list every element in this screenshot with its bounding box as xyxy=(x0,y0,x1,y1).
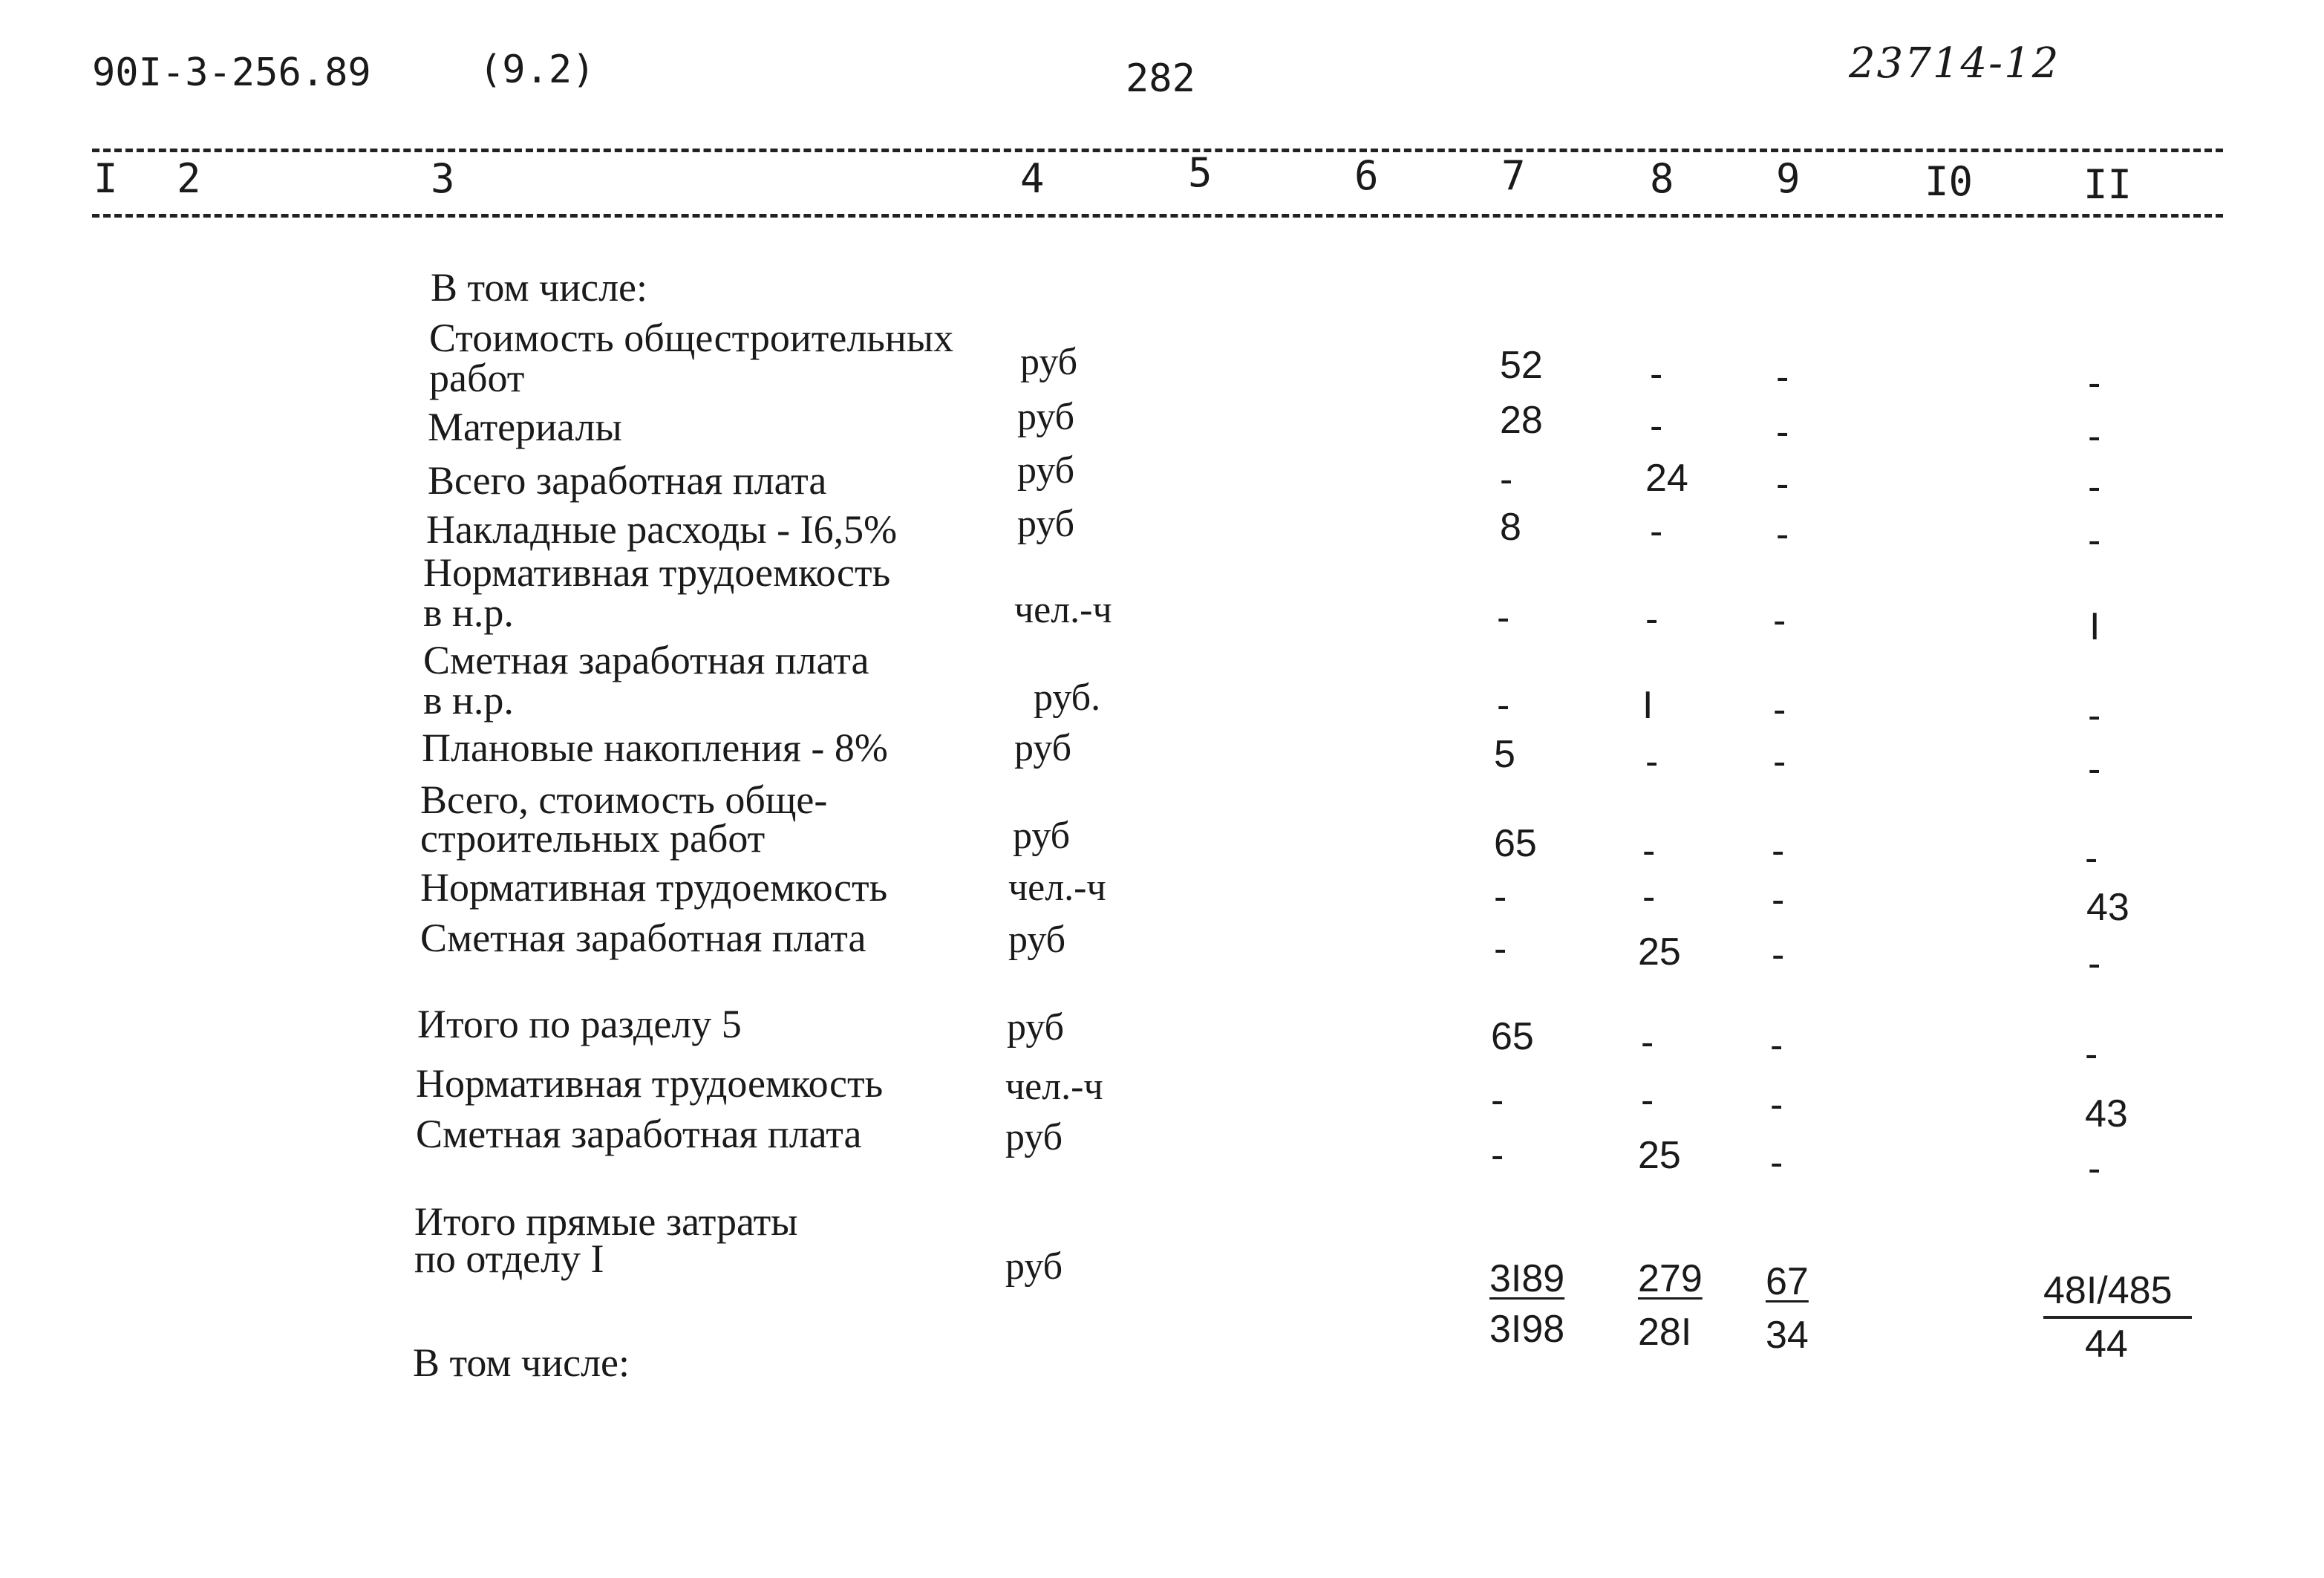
cell-col7: - xyxy=(1500,458,1513,501)
cell-col11: - xyxy=(2088,466,2101,509)
row-label: Нормативная трудоемкость xyxy=(420,865,888,910)
row-label: В том числе: xyxy=(413,1340,630,1385)
cell-col7: - xyxy=(1494,927,1507,971)
row-unit: руб xyxy=(1017,396,1075,438)
cell-col7: - xyxy=(1491,1079,1504,1122)
cell-col9: - xyxy=(1772,933,1785,977)
cell-col9: - xyxy=(1770,1083,1783,1127)
cell-col9-numerator: 67 xyxy=(1766,1260,1809,1303)
row-unit: руб xyxy=(1007,1006,1065,1049)
cell-col8: - xyxy=(1642,829,1656,873)
row-unit: руб xyxy=(1014,727,1072,769)
row-unit: руб xyxy=(1017,503,1075,545)
column-number: 9 xyxy=(1776,155,1801,202)
cell-col9: - xyxy=(1770,1141,1783,1184)
row-unit: чел.-ч xyxy=(1005,1066,1103,1108)
row-label-continued: в н.р. xyxy=(423,678,514,723)
cell-col7: 5 xyxy=(1494,733,1515,776)
cell-col8: - xyxy=(1645,598,1659,641)
cell-col11: I xyxy=(2089,605,2101,648)
row-label: Всего, стоимость обще- xyxy=(420,777,828,822)
cell-col9: - xyxy=(1772,829,1785,873)
row-label: Нормативная трудоемкость xyxy=(423,550,891,595)
cell-col7: 65 xyxy=(1491,1015,1534,1058)
cell-col9: - xyxy=(1773,740,1786,783)
row-label: Нормативная трудоемкость xyxy=(416,1061,884,1106)
row-unit: руб xyxy=(1013,815,1071,857)
cell-col11-numerator: 48I/485 xyxy=(2043,1269,2173,1312)
cell-col9: - xyxy=(1773,688,1786,731)
handwritten-reference: 23714-12 xyxy=(1849,39,2060,88)
row-label: Итого по разделу 5 xyxy=(417,1002,742,1046)
column-number: 3 xyxy=(431,155,455,202)
row-label: Сметная заработная плата xyxy=(423,638,869,682)
row-label: В том числе: xyxy=(431,265,647,310)
row-unit: чел.-ч xyxy=(1008,867,1106,909)
cell-col11: - xyxy=(2088,942,2101,985)
cell-col9-denominator: 34 xyxy=(1766,1314,1809,1357)
row-label: Всего заработная плата xyxy=(428,458,827,503)
cell-col11: 43 xyxy=(2086,886,2129,929)
row-unit: руб xyxy=(1008,919,1066,961)
cell-col9: - xyxy=(1773,599,1786,642)
cell-col7: - xyxy=(1497,596,1510,639)
row-label-continued: строительных работ xyxy=(420,816,766,861)
cell-col7: 52 xyxy=(1500,344,1543,387)
cell-col9: - xyxy=(1776,463,1789,506)
cell-col9: - xyxy=(1776,411,1789,454)
column-number: 2 xyxy=(177,155,201,202)
column-number: 7 xyxy=(1501,152,1526,199)
cell-col9: - xyxy=(1772,878,1785,922)
cell-col11: - xyxy=(2088,748,2101,791)
cell-col11: - xyxy=(2088,694,2101,737)
column-number: I xyxy=(94,155,118,202)
cell-col7: - xyxy=(1497,684,1510,727)
cell-col8: - xyxy=(1650,405,1663,448)
row-label: Сметная заработная плата xyxy=(420,916,866,960)
row-unit: руб xyxy=(1005,1116,1063,1158)
cell-col8: - xyxy=(1641,1021,1654,1064)
header-rule-top xyxy=(92,149,2223,152)
column-number: I0 xyxy=(1925,158,1974,205)
row-unit: чел.-ч xyxy=(1014,589,1112,631)
row-label: Сметная заработная плата xyxy=(416,1112,862,1156)
column-number: 4 xyxy=(1020,155,1045,202)
cell-col11: 43 xyxy=(2085,1092,2128,1135)
column-number: 8 xyxy=(1650,155,1674,202)
row-unit: руб xyxy=(1017,449,1075,492)
cell-col9: - xyxy=(1776,513,1789,556)
cell-col11: - xyxy=(2088,362,2101,405)
cell-col11: - xyxy=(2088,415,2101,458)
cell-col7-denominator: 3I98 xyxy=(1489,1308,1565,1351)
cell-col7-numerator: 3I89 xyxy=(1489,1257,1565,1300)
column-number: II xyxy=(2083,161,2132,208)
row-label-continued: по отделу I xyxy=(414,1236,604,1281)
fraction-bar xyxy=(2043,1316,2192,1319)
row-label: Накладные расходы - I6,5% xyxy=(426,507,898,552)
cell-col8-numerator: 279 xyxy=(1638,1257,1703,1300)
row-unit: руб xyxy=(1005,1245,1063,1288)
cell-col8: 25 xyxy=(1638,1134,1681,1177)
cell-col11: - xyxy=(2088,1147,2101,1190)
cell-col7: - xyxy=(1494,876,1507,919)
cell-col11: - xyxy=(2085,1033,2098,1076)
cell-col8: - xyxy=(1650,353,1663,396)
cell-col8: - xyxy=(1642,876,1656,919)
cell-col8-denominator: 28I xyxy=(1638,1311,1692,1354)
row-label: Материалы xyxy=(428,405,622,449)
cell-col11: - xyxy=(2085,837,2098,880)
row-label: Итого прямые затраты xyxy=(414,1199,798,1244)
column-number: 6 xyxy=(1354,152,1379,199)
cell-col11: - xyxy=(2088,519,2101,562)
row-label: Плановые накопления - 8% xyxy=(422,726,888,770)
document-code: 90I-3-256.89 xyxy=(92,50,371,95)
row-unit: руб xyxy=(1020,341,1078,383)
cell-col8: - xyxy=(1650,510,1663,553)
cell-col9: - xyxy=(1770,1024,1783,1067)
row-label: Стоимость общестроительных xyxy=(429,316,954,360)
cell-col7: 65 xyxy=(1494,822,1537,865)
column-number: 5 xyxy=(1188,149,1212,196)
cell-col11-denominator: 44 xyxy=(2085,1323,2128,1366)
row-unit: руб. xyxy=(1034,676,1101,719)
page-number: 282 xyxy=(1126,56,1195,101)
cell-col8: - xyxy=(1641,1079,1654,1122)
cell-col7: 28 xyxy=(1500,399,1543,442)
cell-col8: I xyxy=(1642,684,1654,727)
cell-col7: - xyxy=(1491,1134,1504,1177)
cell-col8: 24 xyxy=(1645,457,1688,500)
cell-col9: - xyxy=(1776,356,1789,399)
cell-col8: - xyxy=(1645,740,1659,783)
row-label-continued: в н.р. xyxy=(423,590,514,635)
cell-col7: 8 xyxy=(1500,506,1521,549)
section-code: (9.2) xyxy=(479,48,595,92)
cell-col8: 25 xyxy=(1638,930,1681,974)
header-rule-bottom xyxy=(92,214,2223,218)
row-label-continued: работ xyxy=(429,356,525,400)
